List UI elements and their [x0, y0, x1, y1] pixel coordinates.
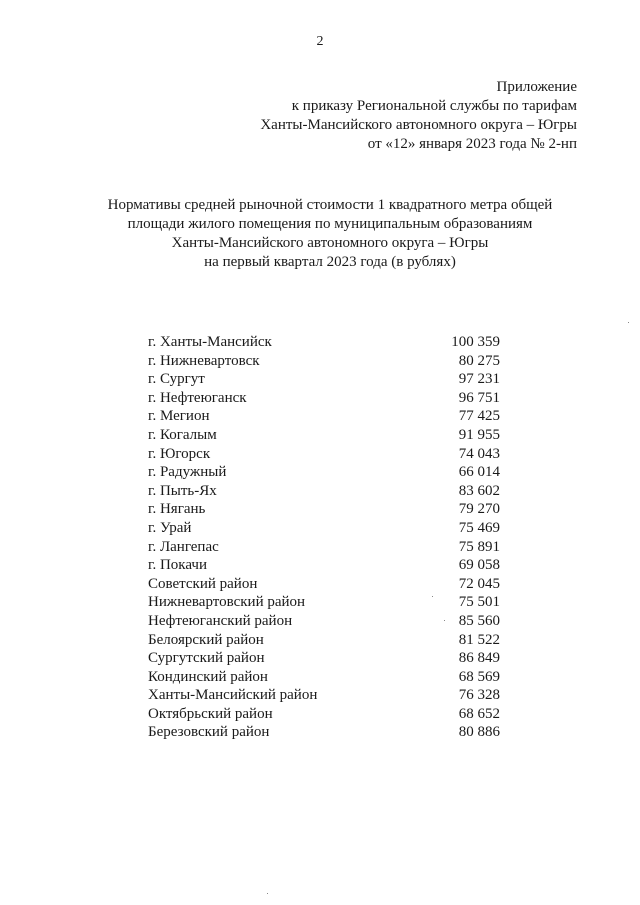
table-row: [148, 407, 500, 426]
table-row: [148, 575, 500, 594]
price-value: 96 751: [458, 389, 500, 406]
price-value: 74 043: [458, 445, 500, 462]
municipality-name: г. Когалым: [148, 426, 217, 443]
table-row: [148, 426, 500, 445]
table-row: [148, 723, 500, 742]
page-number: 2: [316, 34, 324, 49]
scan-speck: [267, 893, 268, 894]
price-value: 81 522: [458, 631, 500, 648]
scan-speck: [444, 620, 445, 621]
municipality-name: г. Мегион: [148, 408, 210, 425]
price-value: 83 602: [458, 482, 500, 499]
table-row: [148, 445, 500, 464]
municipality-name: г. Пыть-Ях: [148, 482, 217, 499]
price-value: 86 849: [458, 650, 500, 667]
price-value: 75 891: [458, 538, 500, 555]
price-value: 77 425: [458, 408, 500, 425]
table-row: [148, 352, 500, 371]
appendix-region: Ханты-Мансийского автономного округа – Югры: [260, 117, 577, 133]
price-value: 100 359: [451, 334, 500, 350]
municipality-name: Березовский район: [148, 724, 270, 741]
municipality-name: г. Покачи: [148, 557, 207, 574]
title-line-2: площади жилого помещения по муниципальным образованиям: [127, 216, 533, 232]
title-line-4: на первый квартал 2023 года (в рублях): [204, 254, 456, 270]
table-row: [148, 538, 500, 557]
table-row: [148, 333, 500, 352]
table-row: [148, 389, 500, 408]
municipality-name: г. Нефтеюганск: [148, 389, 247, 406]
price-value: 79 270: [458, 501, 500, 518]
municipality-name: г. Ханты-Мансийск: [148, 334, 272, 350]
municipality-name: Сургутский район: [148, 650, 265, 667]
table-row: [148, 500, 500, 519]
municipality-name: г. Лангепас: [148, 538, 219, 555]
title-line-1: Нормативы средней рыночной стоимости 1 квадратного метра общей: [107, 197, 553, 213]
price-value: 85 560: [458, 612, 500, 629]
title-line-3: Ханты-Мансийского автономного округа – Югры: [171, 235, 489, 251]
table-row: [148, 668, 500, 687]
price-value: 66 014: [458, 464, 500, 481]
price-value: 68 652: [458, 705, 500, 722]
municipality-name: Советский район: [148, 575, 258, 592]
municipality-name: г. Нягань: [148, 501, 206, 518]
price-value: 91 955: [458, 426, 500, 443]
municipality-name: Нижневартовский район: [148, 594, 306, 611]
price-value: 72 045: [458, 575, 500, 592]
table-row: [148, 519, 500, 538]
price-value: 80 275: [458, 352, 500, 369]
municipality-name: Кондинский район: [148, 668, 268, 685]
price-value: 75 469: [458, 519, 500, 536]
municipality-name: Нефтеюганский район: [148, 612, 293, 629]
table-row: [148, 370, 500, 389]
municipality-name: Белоярский район: [148, 631, 264, 648]
table-row: [148, 612, 500, 631]
table-row: [148, 705, 500, 724]
appendix-header: [260, 78, 577, 154]
table-row: [148, 649, 500, 668]
price-table: [148, 333, 500, 742]
scan-speck: [628, 322, 629, 323]
appendix-date: от «12» января 2023 года № 2-нп: [367, 136, 577, 152]
price-value: 69 058: [458, 557, 500, 574]
municipality-name: г. Югорск: [148, 445, 211, 462]
appendix-order-ref: к приказу Региональной службы по тарифам: [291, 98, 577, 114]
scan-speck: [432, 596, 433, 597]
municipality-name: г. Сургут: [148, 371, 205, 388]
municipality-name: г. Радужный: [148, 464, 227, 481]
price-value: 75 501: [458, 594, 500, 611]
table-row: [148, 463, 500, 482]
price-value: 97 231: [458, 371, 500, 388]
document-title: [0, 196, 640, 272]
price-value: 76 328: [458, 687, 500, 704]
municipality-name: г. Урай: [148, 519, 192, 536]
municipality-name: Ханты-Мансийский район: [148, 687, 318, 704]
table-row: [148, 631, 500, 650]
table-row: [148, 593, 500, 612]
appendix-title: Приложение: [496, 79, 577, 95]
table-row: [148, 482, 500, 501]
table-row: [148, 686, 500, 705]
price-value: 80 886: [458, 724, 500, 741]
price-value: 68 569: [458, 668, 500, 685]
municipality-name: г. Нижневартовск: [148, 352, 260, 369]
table-row: [148, 556, 500, 575]
municipality-name: Октябрьский район: [148, 705, 273, 722]
